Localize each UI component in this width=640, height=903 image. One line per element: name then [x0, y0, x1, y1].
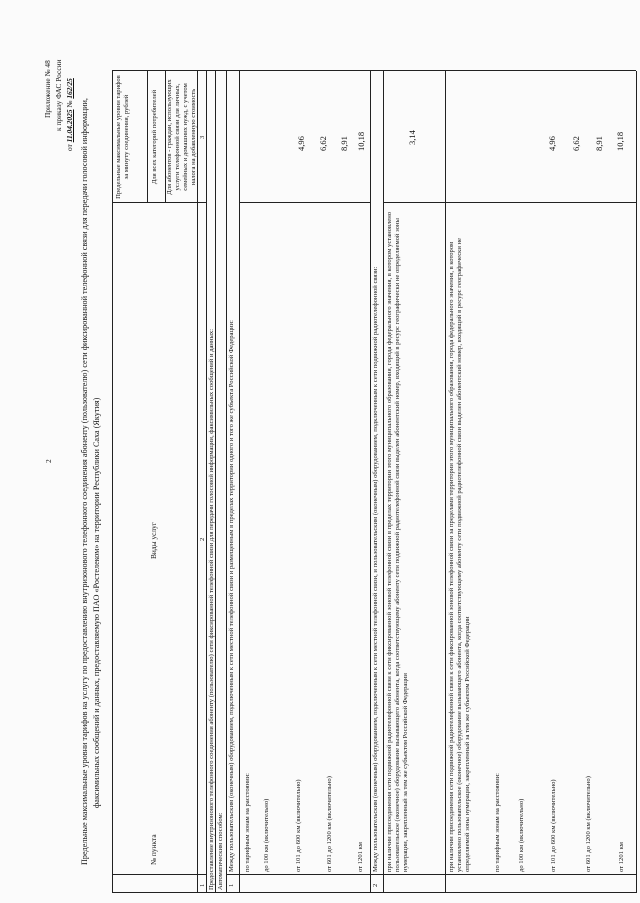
- row-2-item-value: 10,18: [615, 131, 625, 151]
- col-header-citizens: Для абонентов - граждан, использующих услуги телефонной связи для личных, семейных и домашних нужд, с учетом налога на добавленную стоимость: [166, 79, 197, 195]
- row-1-item-value: 8,91: [339, 136, 349, 151]
- row-2-sub-1: при наличии присоединения сети подвижной радиотелефонной связи к сети фиксированной зоновой телефонной связи в пределах территории этого муниципального образования, города федерального значения, в котором установлено пользовательское (оконечное) оборудование вызывающего абонента, когда соответствующему абоненту сети подвижной радиотелефонной связи выделен абонентский номер, входящий в ресурс географически не определяемой зоны нумерации, закрепленный за тем же субъектом Российской Федерации: [386, 211, 409, 872]
- auto-method-label: Автоматическим способом:: [217, 812, 224, 890]
- row-2-description: Между пользовательским (оконечным) оборудованием, подключенным к сети местной телефонной связи, и пользовательским (оконечным) оборудованием, подключенным к сети подвижной радиотелефонной связи:: [372, 266, 379, 872]
- row-1-number: 1: [228, 883, 235, 887]
- col-header-all-consumers: Для всех категорий потребителей: [151, 89, 158, 185]
- appendix-no-prefix: №: [65, 100, 74, 108]
- row-1-item-label: от 1201 км: [357, 842, 364, 872]
- row-1-item-value: 10,18: [356, 131, 366, 151]
- col-header-tariff: Предельные максимальные уровни тарифов за минуту соединения, рублей: [115, 75, 130, 199]
- row-1-item-label: от 601 до 1200 км (включительно): [326, 776, 333, 872]
- col-number-3: 3: [199, 135, 206, 139]
- row-2-item-label: от 601 до 1200 км (включительно): [585, 776, 592, 872]
- row-1-item-label: от 101 до 600 км (включительно): [295, 779, 302, 872]
- row-2-sub-2: при наличии присоединения сети подвижной радиотелефонной связи к сети фиксированной зоновой телефонной связи за пределами территории этого муниципального образования, города федерального значения, в котором установлено пользовательское (оконечное) оборудование вызывающего абонента, когда соответствующему абоненту сети подвижной радиотелефонной связи выделен абонентский номер, входящий в ресурс географически не определяемой зоны нумерации, закрепленный за тем же субъектом Российской Федерации: [448, 238, 471, 872]
- appendix-date-prefix: от: [65, 144, 74, 151]
- appendix-line-1: Приложение № 48: [43, 60, 52, 118]
- row-1-item-value: 6,62: [318, 136, 328, 151]
- section-title: Предоставление внутризонового телефонного соединения абоненту (пользователю) сети фиксированной телефонной связи для передачи голосовой информации, факсимильных сообщений и данных:: [208, 328, 215, 890]
- document-title-line-2: факсимильных сообщений и данных, предоставляемую ПАО «Ростелеком» на территории Республики Саха (Якутия): [92, 397, 101, 808]
- row-2-item-label: от 1201 км: [618, 842, 625, 872]
- row-2-item-label: до 100 км (включительно): [518, 798, 525, 872]
- row-1-zones-label: по тарифным зонам на расстоянии:: [244, 773, 251, 872]
- appendix-date-line: [66, 78, 75, 151]
- row-1-item-value: 4,96: [296, 136, 306, 151]
- row-2-item-value: 6,62: [571, 136, 581, 151]
- col-number-1: 1: [199, 883, 206, 887]
- page-number: 2: [44, 459, 53, 463]
- col-number-2: 2: [199, 537, 206, 541]
- row-2-sub-1-value: 3,14: [407, 130, 417, 145]
- col-header-number: № пункта: [149, 834, 158, 865]
- row-2-item-value: 8,91: [594, 136, 604, 151]
- row-1-description: Между пользовательским (оконечным) оборудованием, подключенным к сети местной телефонной связи и размещенным в пределах территории одного и того же субъекта Российской Федерации:: [228, 320, 235, 872]
- row-2-number: 2: [372, 883, 379, 887]
- appendix-date: 11.04.2025: [65, 109, 74, 143]
- appendix-line-2: к приказу ФАС России: [54, 59, 63, 131]
- row-2-item-label: от 101 до 600 км (включительно): [550, 779, 557, 872]
- row-1-item-label: до 100 км (включительно): [263, 798, 270, 872]
- row-2-zones-label: по тарифным зонам на расстоянии:: [494, 773, 501, 872]
- appendix-no: 162/25: [65, 78, 74, 99]
- row-2-item-value: 4,96: [547, 136, 557, 151]
- col-header-services: Виды услуг: [149, 522, 158, 559]
- document-title-line-1: Предельные максимальные уровни тарифов на услугу по предоставлению внутризонового телефонного соединения абоненту (пользователю) сети фиксированной телефонной связи для передачи голосовой информации,: [80, 98, 89, 865]
